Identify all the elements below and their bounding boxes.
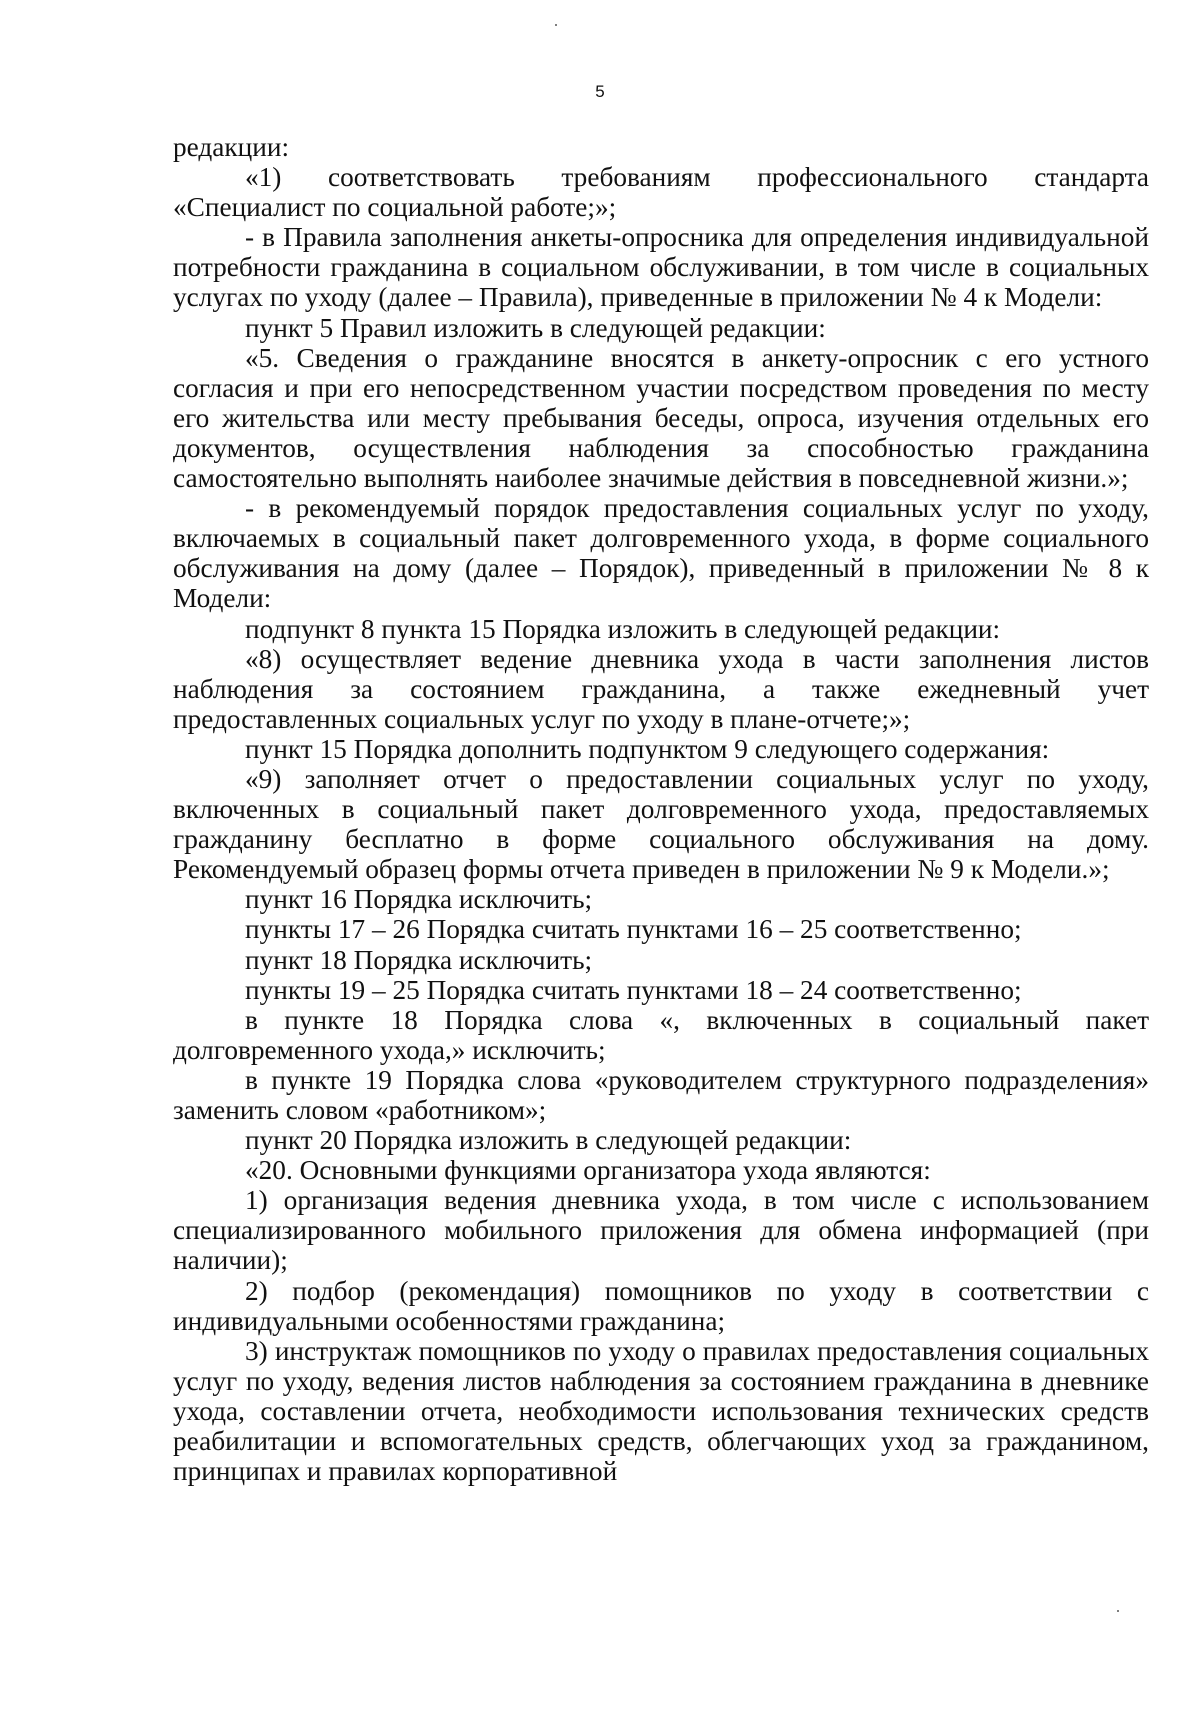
paragraph: 1) организация ведения дневника ухода, в том числе с использованием специализированного мобильного приложения для обмена информацией (при наличии); [173, 1185, 1149, 1276]
paragraph: подпункт 8 пункта 15 Порядка изложить в следующей редакции: [245, 613, 1001, 644]
document-body [173, 132, 1149, 1486]
paragraph: 2) подбор (рекомендация) помощников по уходу в соответствии с индивидуальными особенностями гражданина; [173, 1275, 1149, 1336]
paragraph: «9) заполняет отчет о предоставлении социальных услуг по уходу, включенных в социальный пакет долговременного ухода, предоставляемых гражданину бесплатно в форме социального обслуживания на дому. Рекомендуемый образец формы отчета приведен в приложении № 9 к Модели.»; [173, 763, 1149, 885]
paragraph: пункт 16 Порядка исключить; [245, 884, 593, 915]
paragraph: пункты 19 – 25 Порядка считать пунктами 18 – 24 соответственно; [245, 974, 1022, 1005]
paragraph: «8) осуществляет ведение дневника ухода в части заполнения листов наблюдения за состоянием гражданина, а также ежедневный учет предоставленных социальных услуг по уходу в плане-отчете;»; [173, 643, 1149, 734]
paragraph: 3) инструктаж помощников по уходу о правилах предоставления социальных услуг по уходу, ведения листов наблюдения за состоянием гражданина в дневнике ухода, составлении отчета, необходимости использования технических средств реабилитации и вспомогательных средств, облегчающих уход за гражданином, принципах и правилах корпоративной [173, 1335, 1149, 1487]
paragraph: «1) соответствовать требованиям профессионального стандарта «Специалист по социальной работе;»; [173, 162, 1149, 223]
paragraph: - в Правила заполнения анкеты-опросника для определения индивидуальной потребности гражданина в социальном обслуживании, в том числе в социальных услугах по уходу (далее – Правила), приведенные в приложении № 4 к Модели: [173, 222, 1149, 313]
paragraph: «5. Сведения о гражданине вносятся в анкету-опросник с его устного согласия и при его непосредственном участии посредством проведения по месту его жительства или месту пребывания беседы, опроса, изучения отдельных его документов, осуществления наблюдения за способностью гражданина самостоятельно выполнять наиболее значимые действия в повседневной жизни.»; [173, 342, 1149, 494]
paragraph: редакции: [173, 132, 290, 162]
paragraph: пункт 20 Порядка изложить в следующей редакции: [245, 1125, 852, 1156]
paragraph: в пункте 18 Порядка слова «, включенных в социальный пакет долговременного ухода,» исключить; [173, 1004, 1149, 1065]
scan-speck [1117, 1610, 1119, 1612]
paragraph: «20. Основными функциями организатора ухода являются: [245, 1155, 931, 1186]
paragraph: пункт 5 Правил изложить в следующей редакции: [245, 312, 826, 343]
scan-speck [555, 24, 557, 26]
paragraph: пункт 18 Порядка исключить; [245, 944, 593, 975]
paragraph: пункт 15 Порядка дополнить подпунктом 9 следующего содержания: [245, 733, 1050, 764]
paragraph: - в рекомендуемый порядок предоставления социальных услуг по уходу, включаемых в социальный пакет долговременного ухода, в форме социального обслуживания на дому (далее – Порядок), приведенный в приложении № 8 к Модели: [173, 493, 1149, 614]
paragraph: пункты 17 – 26 Порядка считать пунктами 16 – 25 соответственно; [245, 914, 1022, 945]
page-number: 5 [595, 82, 605, 101]
paragraph: в пункте 19 Порядка слова «руководителем структурного подразделения» заменить словом «работником»; [173, 1064, 1149, 1125]
